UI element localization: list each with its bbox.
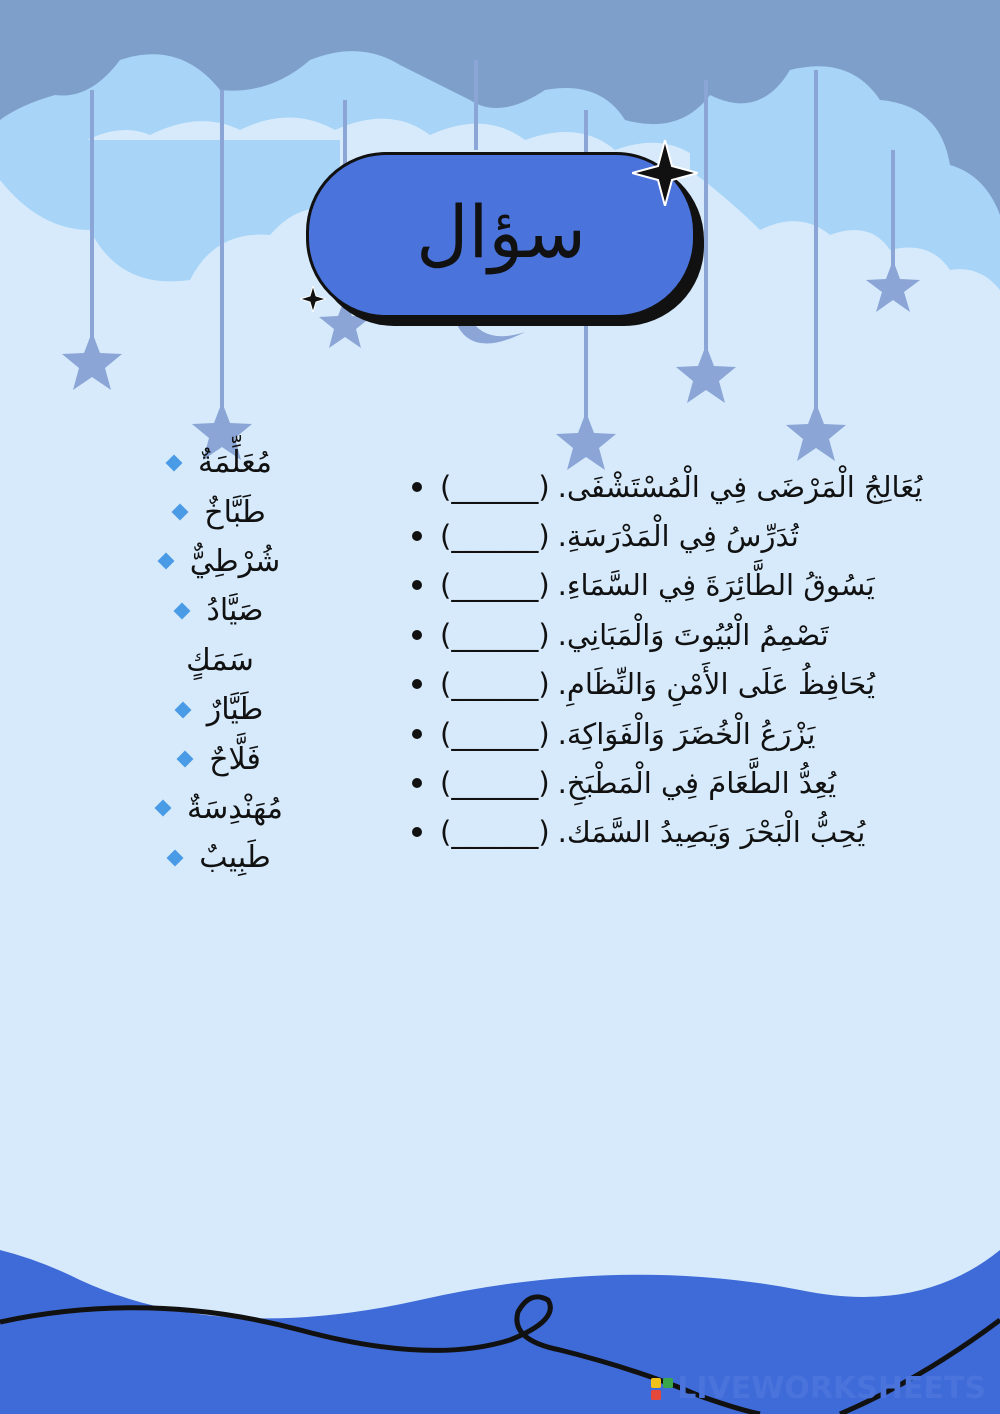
- sentence-text: تُدَرِّسُ فِي الْمَدْرَسَةِ.: [557, 519, 799, 554]
- star-icon: [62, 332, 122, 390]
- sentence-list: [400, 462, 1000, 857]
- bullet-dot: [412, 482, 422, 492]
- star-icon: [676, 345, 736, 403]
- bullet-dot: [412, 778, 422, 788]
- sentence-text: يُعِدُّ الطَّعَامَ فِي الْمَطْبَخِ.: [557, 766, 837, 801]
- diamond-bullet-icon: [157, 553, 174, 570]
- word-label: شُرْطِيٌّ: [189, 543, 281, 579]
- sentence-row: [400, 561, 1000, 610]
- bullet-dot: [412, 679, 422, 689]
- sentence-row: [400, 610, 1000, 659]
- word-bank-item[interactable]: [120, 685, 320, 734]
- word-bank-item[interactable]: [120, 586, 320, 635]
- sentence-text: يُحَافِظُ عَلَى الأَمْنِ وَالنِّظَامِ.: [557, 667, 876, 702]
- diamond-bullet-icon: [167, 849, 184, 866]
- word-label: سَمَكٍ: [186, 642, 254, 678]
- liveworksheets-watermark: [651, 1371, 986, 1406]
- sentence-row: [400, 758, 1000, 807]
- sentence-text: تَصْمِمُ الْبُيُوتَ وَالْمَبَانِي.: [557, 617, 829, 652]
- page-title: سؤال: [416, 190, 586, 274]
- answer-blank[interactable]: (______): [440, 815, 550, 850]
- word-bank-item[interactable]: [120, 636, 320, 685]
- word-label: مُهَنْدِسَةٌ: [187, 790, 283, 826]
- sentence-row: [400, 511, 1000, 560]
- diamond-bullet-icon: [174, 602, 191, 619]
- bullet-dot: [412, 729, 422, 739]
- word-bank-item[interactable]: [120, 537, 320, 586]
- word-label: طَبِيبٌ: [199, 840, 271, 876]
- word-bank-item[interactable]: [120, 487, 320, 536]
- answer-blank[interactable]: (______): [440, 716, 550, 751]
- diamond-bullet-icon: [166, 454, 183, 471]
- sentence-text: يَسُوقُ الطَّائِرَةَ فِي السَّمَاءِ.: [557, 568, 875, 603]
- word-label: صَيَّادُ: [206, 593, 264, 629]
- bullet-dot: [412, 531, 422, 541]
- sparkle-icon: [632, 140, 698, 206]
- answer-blank[interactable]: (______): [440, 617, 550, 652]
- diamond-bullet-icon: [177, 751, 194, 768]
- sentence-text: يُحِبُّ الْبَحْرَ وَيَصِيدُ السَّمَك.: [557, 815, 866, 850]
- sentence-text: يَزْرَعُ الْخُضَرَ وَالْفَوَاكِهَ.: [557, 716, 816, 751]
- answer-blank[interactable]: (______): [440, 519, 550, 554]
- word-bank-item[interactable]: [120, 833, 320, 882]
- star-icon: [786, 403, 846, 461]
- answer-blank[interactable]: (______): [440, 667, 550, 702]
- word-bank-item[interactable]: [120, 784, 320, 833]
- bullet-dot: [412, 580, 422, 590]
- bullet-dot: [412, 630, 422, 640]
- word-label: فَلَّاحٌ: [209, 741, 261, 777]
- star-icon: [866, 260, 920, 312]
- answer-blank[interactable]: (______): [440, 766, 550, 801]
- word-label: مُعَلِّمَةٌ: [198, 445, 272, 481]
- sentence-text: يُعَالِجُ الْمَرْضَى فِي الْمُسْتَشْفَى.: [557, 469, 923, 504]
- bullet-dot: [412, 827, 422, 837]
- answer-blank[interactable]: (______): [440, 469, 550, 504]
- sentence-row: [400, 660, 1000, 709]
- diamond-bullet-icon: [155, 800, 172, 817]
- diamond-bullet-icon: [172, 504, 189, 521]
- small-sparkle-icon: [300, 286, 326, 312]
- answer-blank[interactable]: (______): [440, 568, 550, 603]
- word-label: طَبَّاخٌ: [204, 494, 266, 530]
- sentence-row: [400, 808, 1000, 857]
- sentence-row: [400, 462, 1000, 511]
- word-label: طَيَّارٌ: [206, 692, 264, 728]
- brand-name: LIVEWORKSHEETS: [677, 1371, 986, 1406]
- liveworksheets-logo-icon: [651, 1378, 673, 1400]
- word-bank-item[interactable]: [120, 734, 320, 783]
- moon-icon: [455, 318, 525, 344]
- word-bank: [120, 438, 320, 883]
- sentence-row: [400, 709, 1000, 758]
- word-bank-item[interactable]: [120, 438, 320, 487]
- diamond-bullet-icon: [174, 701, 191, 718]
